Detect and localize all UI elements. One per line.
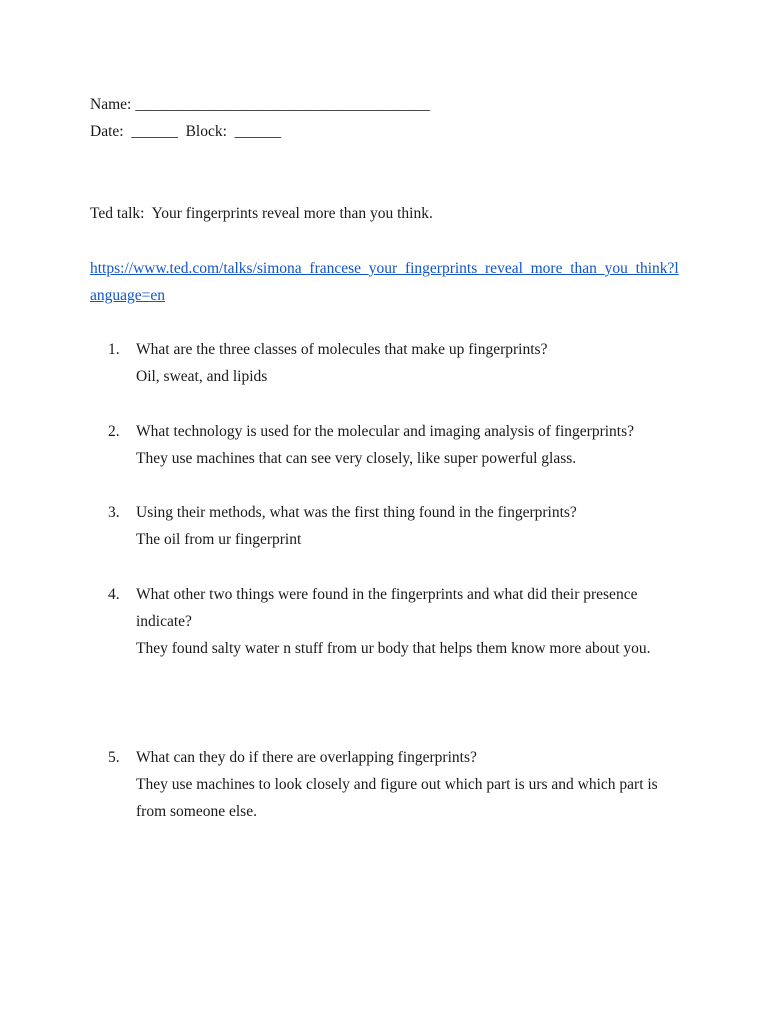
question-text: Using their methods, what was the first thing found in the fingerprints? — [136, 504, 577, 521]
question-item-3 — [108, 499, 688, 553]
question-number: 3. — [108, 504, 120, 521]
answer-text: They use machines that can see very closely, like super powerful glass. — [136, 450, 577, 467]
name-line: Name: ______________________________________ — [90, 96, 430, 113]
question-number: 4. — [108, 586, 120, 603]
question-item-4 — [108, 581, 688, 662]
question-number: 2. — [108, 423, 120, 440]
question-number: 1. — [108, 341, 120, 358]
question-text: What can they do if there are overlapping fingerprints? — [136, 749, 477, 766]
answer-text: Oil, sweat, and lipids — [136, 368, 268, 385]
question-text: What technology is used for the molecular and imaging analysis of fingerprints? — [136, 423, 635, 440]
ted-talk-link[interactable]: https://www.ted.com/talks/simona_francese_your_fingerprints_reveal_more_than_you_think?language=en — [90, 260, 679, 304]
question-item-1 — [108, 336, 688, 390]
ted-talk-title: Ted talk: Your fingerprints reveal more than you think. — [90, 205, 433, 222]
answer-text: The oil from ur fingerprint — [136, 531, 302, 548]
date-block-line: Date: ______ Block: ______ — [90, 123, 282, 140]
answer-text: They found salty water n stuff from ur body that helps them know more about you. — [136, 640, 651, 657]
question-number: 5. — [108, 749, 120, 766]
question-text: What other two things were found in the fingerprints and what did their presence indicate? — [136, 586, 638, 630]
question-text: What are the three classes of molecules that make up fingerprints? — [136, 341, 548, 358]
question-item-2 — [108, 418, 688, 472]
answer-text: They use machines to look closely and figure out which part is urs and which part is from someone else. — [136, 776, 658, 820]
question-item-5 — [108, 744, 688, 825]
